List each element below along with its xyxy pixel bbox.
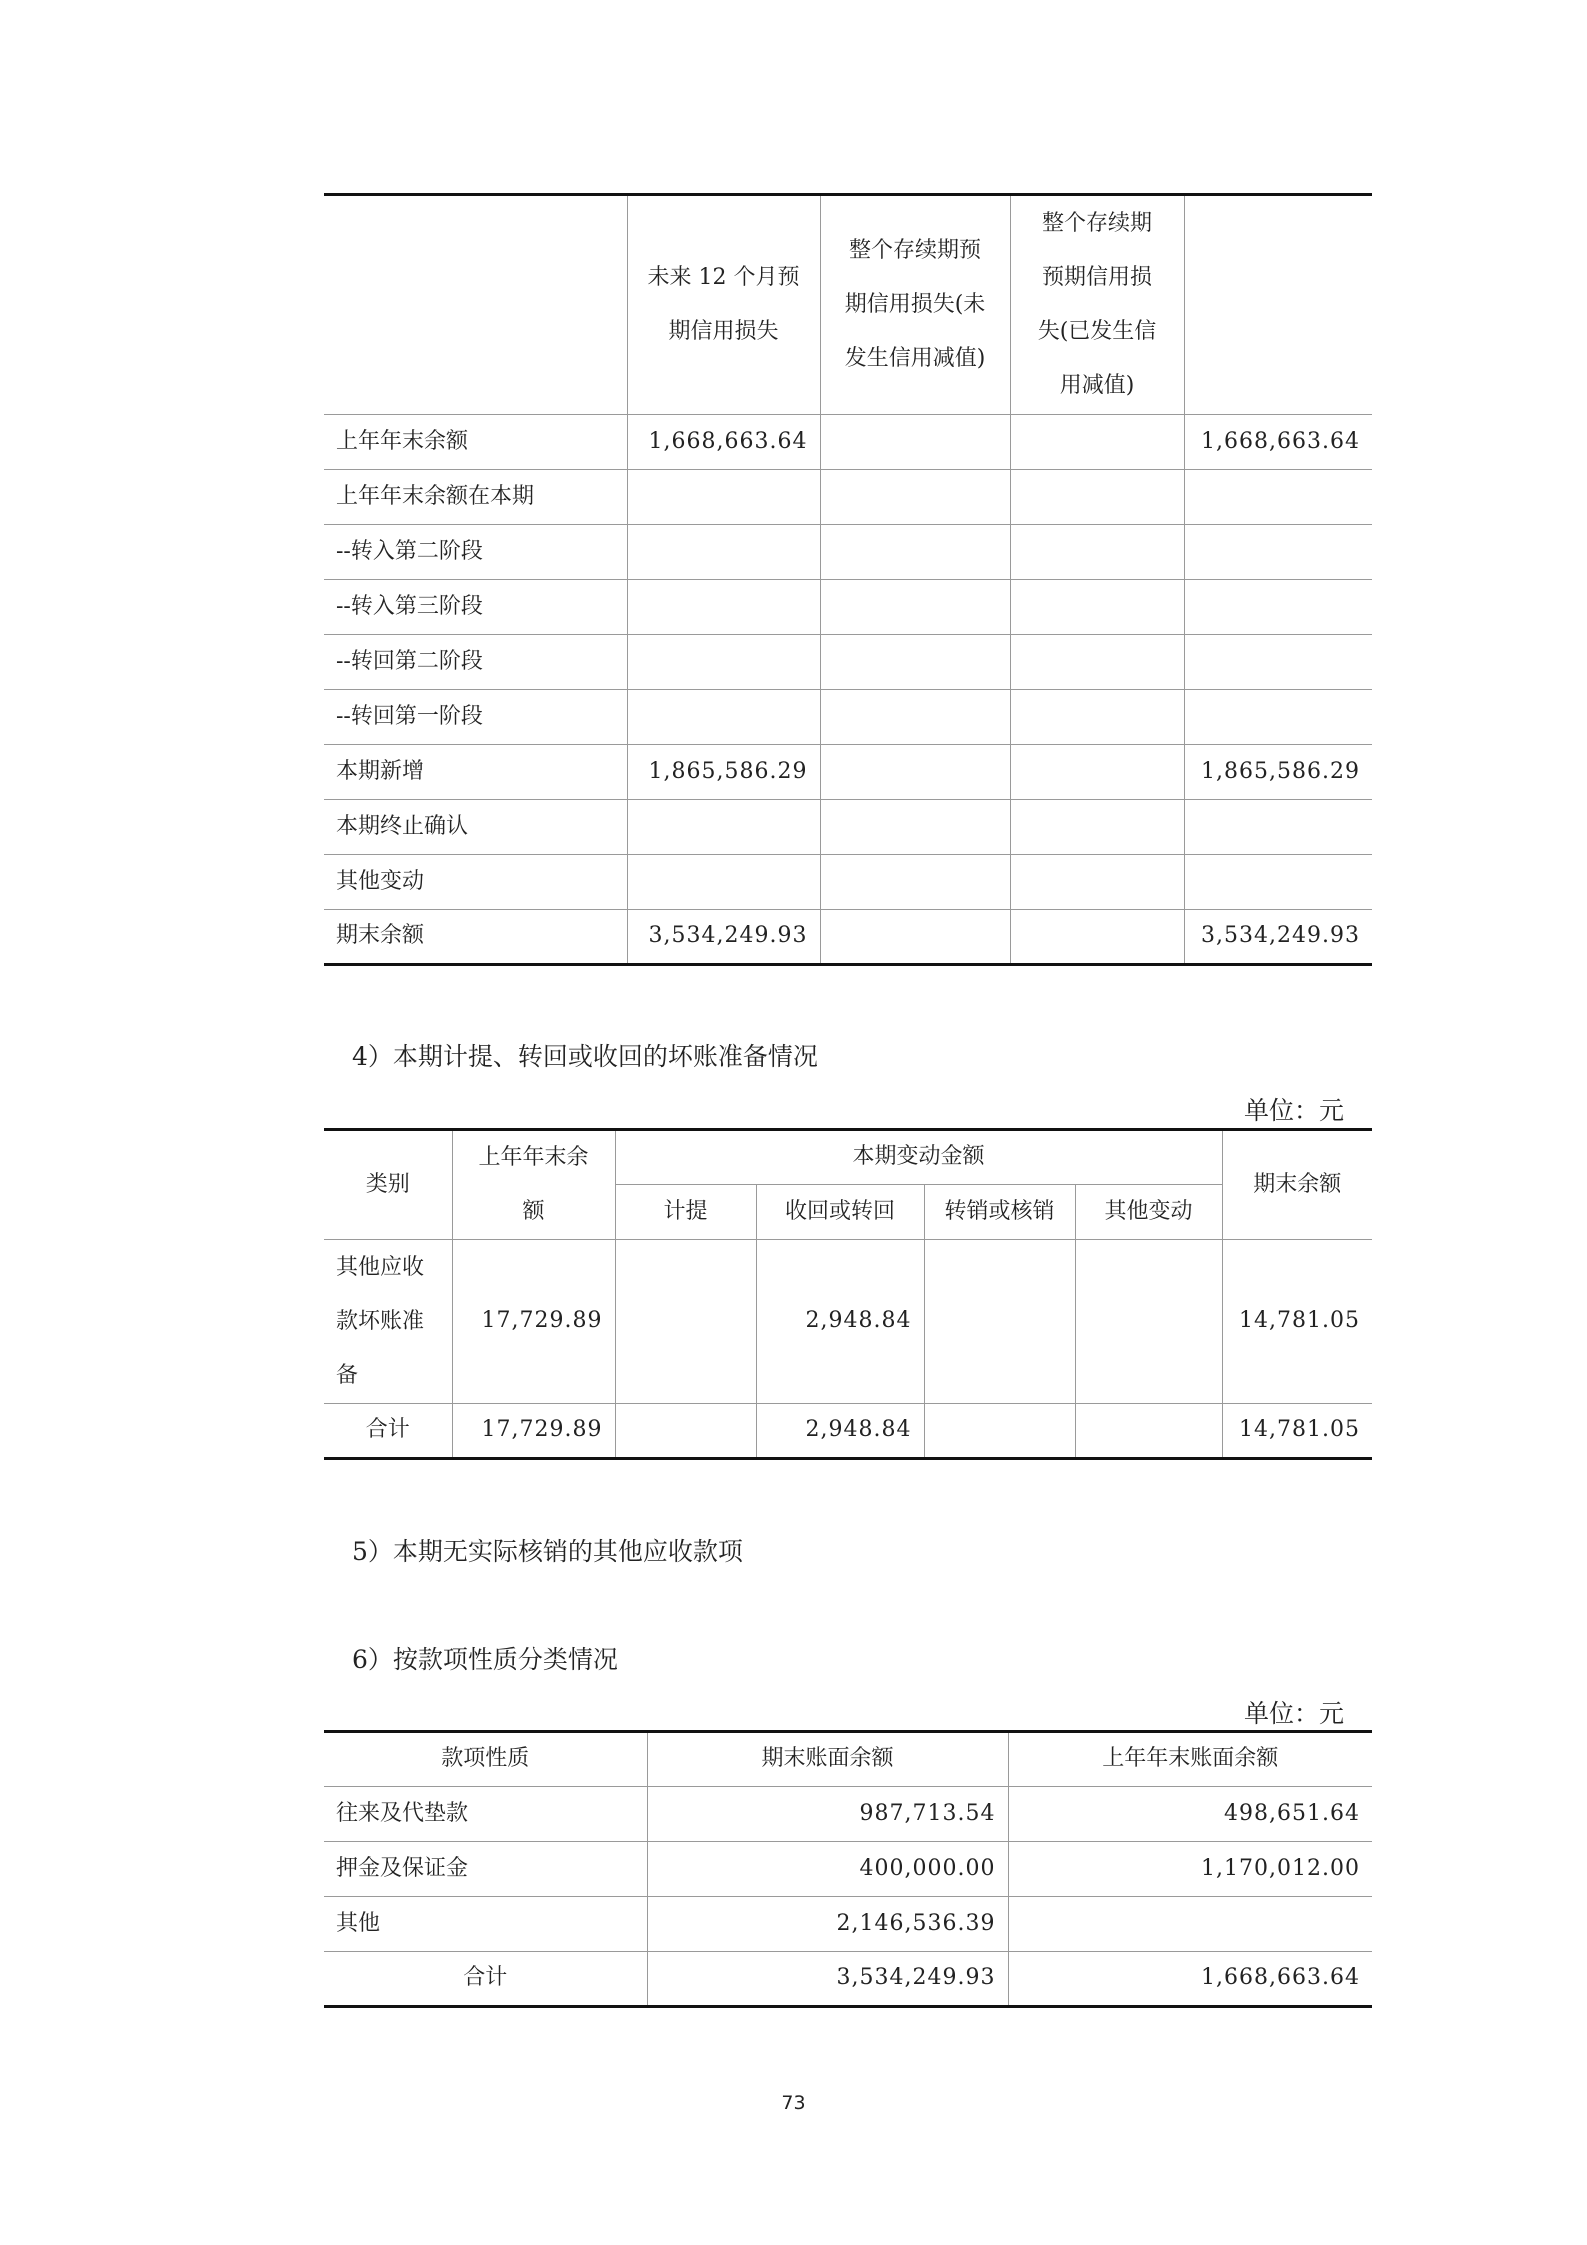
cell-value: 400,000.00 [647, 1842, 1008, 1897]
cell-value [627, 470, 820, 525]
header-cell-total [1184, 195, 1372, 415]
section-4-title: 4）本期计提、转回或收回的坏账准备情况 [352, 1042, 818, 1071]
table-row [324, 1240, 1372, 1404]
row-label: 上年年末余额 [324, 415, 627, 470]
cell-value [1184, 855, 1372, 910]
table-row [324, 415, 1372, 470]
header-ending-balance: 期末余额 [1222, 1130, 1372, 1240]
table-header-row [324, 1130, 1372, 1185]
page-number: 73 [781, 2092, 806, 2114]
row-label: 期末余额 [324, 910, 627, 965]
table-row [324, 855, 1372, 910]
section-6-title: 6）按款项性质分类情况 [352, 1645, 618, 1674]
cell-value [820, 470, 1010, 525]
row-label: --转入第二阶段 [324, 525, 627, 580]
table-row [324, 1404, 1372, 1459]
header-lifetime-ecl-not-impaired [820, 195, 1010, 415]
header-nature: 款项性质 [324, 1732, 647, 1787]
header-line: 用减值) [1059, 373, 1135, 398]
cell-value [1010, 745, 1184, 800]
table-row [324, 1842, 1372, 1897]
cell-value [627, 800, 820, 855]
table-row [324, 580, 1372, 635]
receivable-nature-table [324, 1730, 1372, 2008]
row-label: 合计 [324, 1404, 452, 1459]
row-label: --转入第三阶段 [324, 580, 627, 635]
header-line: 未来 12 个月预 [647, 265, 800, 290]
header-cell-blank [324, 195, 627, 415]
cell-value: 3,534,249.93 [647, 1952, 1008, 2007]
cell-value [627, 855, 820, 910]
header-line: 整个存续期 [1041, 211, 1152, 236]
header-line: 期信用损失 [668, 319, 779, 344]
header-ending-book-balance: 期末账面余额 [647, 1732, 1008, 1787]
header-12-month-ecl [627, 195, 820, 415]
row-label: 上年年末余额在本期 [324, 470, 627, 525]
cell-value [820, 690, 1010, 745]
cell-value: 1,170,012.00 [1008, 1842, 1372, 1897]
cell-value: 17,729.89 [452, 1240, 615, 1404]
cell-value [627, 580, 820, 635]
header-accrue: 计提 [615, 1185, 756, 1240]
cell-value [1184, 525, 1372, 580]
stage-credit-loss-table [324, 193, 1372, 966]
table-row [324, 1787, 1372, 1842]
table-row [324, 635, 1372, 690]
cell-value [1010, 855, 1184, 910]
cell-value: 987,713.54 [647, 1787, 1008, 1842]
cell-value [820, 800, 1010, 855]
header-line: 期信用损失(未 [844, 292, 986, 317]
table-row [324, 525, 1372, 580]
cell-value [820, 415, 1010, 470]
row-label: 合计 [324, 1952, 647, 2007]
cell-value [1008, 1897, 1372, 1952]
table-header-row [324, 1732, 1372, 1787]
table-row [324, 1952, 1372, 2007]
cell-value [1010, 800, 1184, 855]
table-row [324, 800, 1372, 855]
cell-value [627, 525, 820, 580]
cell-value [924, 1240, 1075, 1404]
label-line: 其他应收 [336, 1254, 425, 1280]
row-label: 押金及保证金 [324, 1842, 647, 1897]
header-lifetime-ecl-impaired [1010, 195, 1184, 415]
cell-value: 14,781.05 [1222, 1404, 1372, 1459]
unit-label: 单位：元 [1244, 1699, 1345, 1728]
row-label: 其他变动 [324, 855, 627, 910]
header-other-change: 其他变动 [1075, 1185, 1222, 1240]
header-prior-book-balance: 上年年末账面余额 [1008, 1732, 1372, 1787]
cell-value [820, 635, 1010, 690]
cell-value: 3,534,249.93 [627, 910, 820, 965]
cell-value [924, 1404, 1075, 1459]
cell-value [1184, 800, 1372, 855]
cell-value [615, 1404, 756, 1459]
cell-value [1075, 1404, 1222, 1459]
cell-value [1010, 910, 1184, 965]
header-category: 类别 [324, 1130, 452, 1240]
cell-value [1075, 1240, 1222, 1404]
cell-value: 2,146,536.39 [647, 1897, 1008, 1952]
cell-value [627, 690, 820, 745]
header-line: 额 [522, 1199, 545, 1224]
cell-value: 17,729.89 [452, 1404, 615, 1459]
cell-value: 2,948.84 [756, 1240, 924, 1404]
cell-value [820, 525, 1010, 580]
table-header-row [324, 195, 1372, 415]
cell-value: 1,668,663.64 [627, 415, 820, 470]
row-label: 本期新增 [324, 745, 627, 800]
cell-value [820, 855, 1010, 910]
cell-value [1010, 525, 1184, 580]
header-line: 失(已发生信 [1037, 319, 1157, 344]
label-line: 款坏账准 [336, 1308, 425, 1334]
row-label: --转回第二阶段 [324, 635, 627, 690]
cell-value: 1,865,586.29 [627, 745, 820, 800]
bad-debt-provision-table [324, 1128, 1372, 1460]
header-recover: 收回或转回 [756, 1185, 924, 1240]
header-writeoff: 转销或核销 [924, 1185, 1075, 1240]
row-label: 往来及代垫款 [324, 1787, 647, 1842]
header-change-group: 本期变动金额 [615, 1130, 1222, 1185]
cell-value [1010, 635, 1184, 690]
cell-value [1184, 690, 1372, 745]
cell-value [1184, 635, 1372, 690]
label-line: 备 [336, 1362, 359, 1388]
cell-value [1010, 470, 1184, 525]
header-prior-balance [452, 1130, 615, 1240]
table-row [324, 470, 1372, 525]
table-row [324, 745, 1372, 800]
row-label: --转回第一阶段 [324, 690, 627, 745]
cell-value [820, 580, 1010, 635]
cell-value: 498,651.64 [1008, 1787, 1372, 1842]
row-label [324, 1240, 452, 1404]
cell-value [1010, 690, 1184, 745]
cell-value: 2,948.84 [756, 1404, 924, 1459]
cell-value [820, 745, 1010, 800]
cell-value [1184, 470, 1372, 525]
cell-value [627, 635, 820, 690]
table-row [324, 1897, 1372, 1952]
cell-value: 3,534,249.93 [1184, 910, 1372, 965]
cell-value: 14,781.05 [1222, 1240, 1372, 1404]
header-line: 上年年末余 [478, 1145, 589, 1170]
header-line: 发生信用减值) [844, 346, 986, 371]
section-5-title: 5）本期无实际核销的其他应收款项 [352, 1537, 743, 1566]
cell-value [820, 910, 1010, 965]
cell-value: 1,668,663.64 [1008, 1952, 1372, 2007]
row-label: 其他 [324, 1897, 647, 1952]
table-row [324, 690, 1372, 745]
cell-value: 1,865,586.29 [1184, 745, 1372, 800]
cell-value [1010, 580, 1184, 635]
header-line: 预期信用损 [1041, 265, 1152, 290]
unit-label: 单位：元 [1244, 1096, 1345, 1125]
cell-value [1010, 415, 1184, 470]
table-row [324, 910, 1372, 965]
cell-value [615, 1240, 756, 1404]
cell-value [1184, 580, 1372, 635]
header-line: 整个存续期预 [848, 238, 981, 263]
row-label: 本期终止确认 [324, 800, 627, 855]
cell-value: 1,668,663.64 [1184, 415, 1372, 470]
